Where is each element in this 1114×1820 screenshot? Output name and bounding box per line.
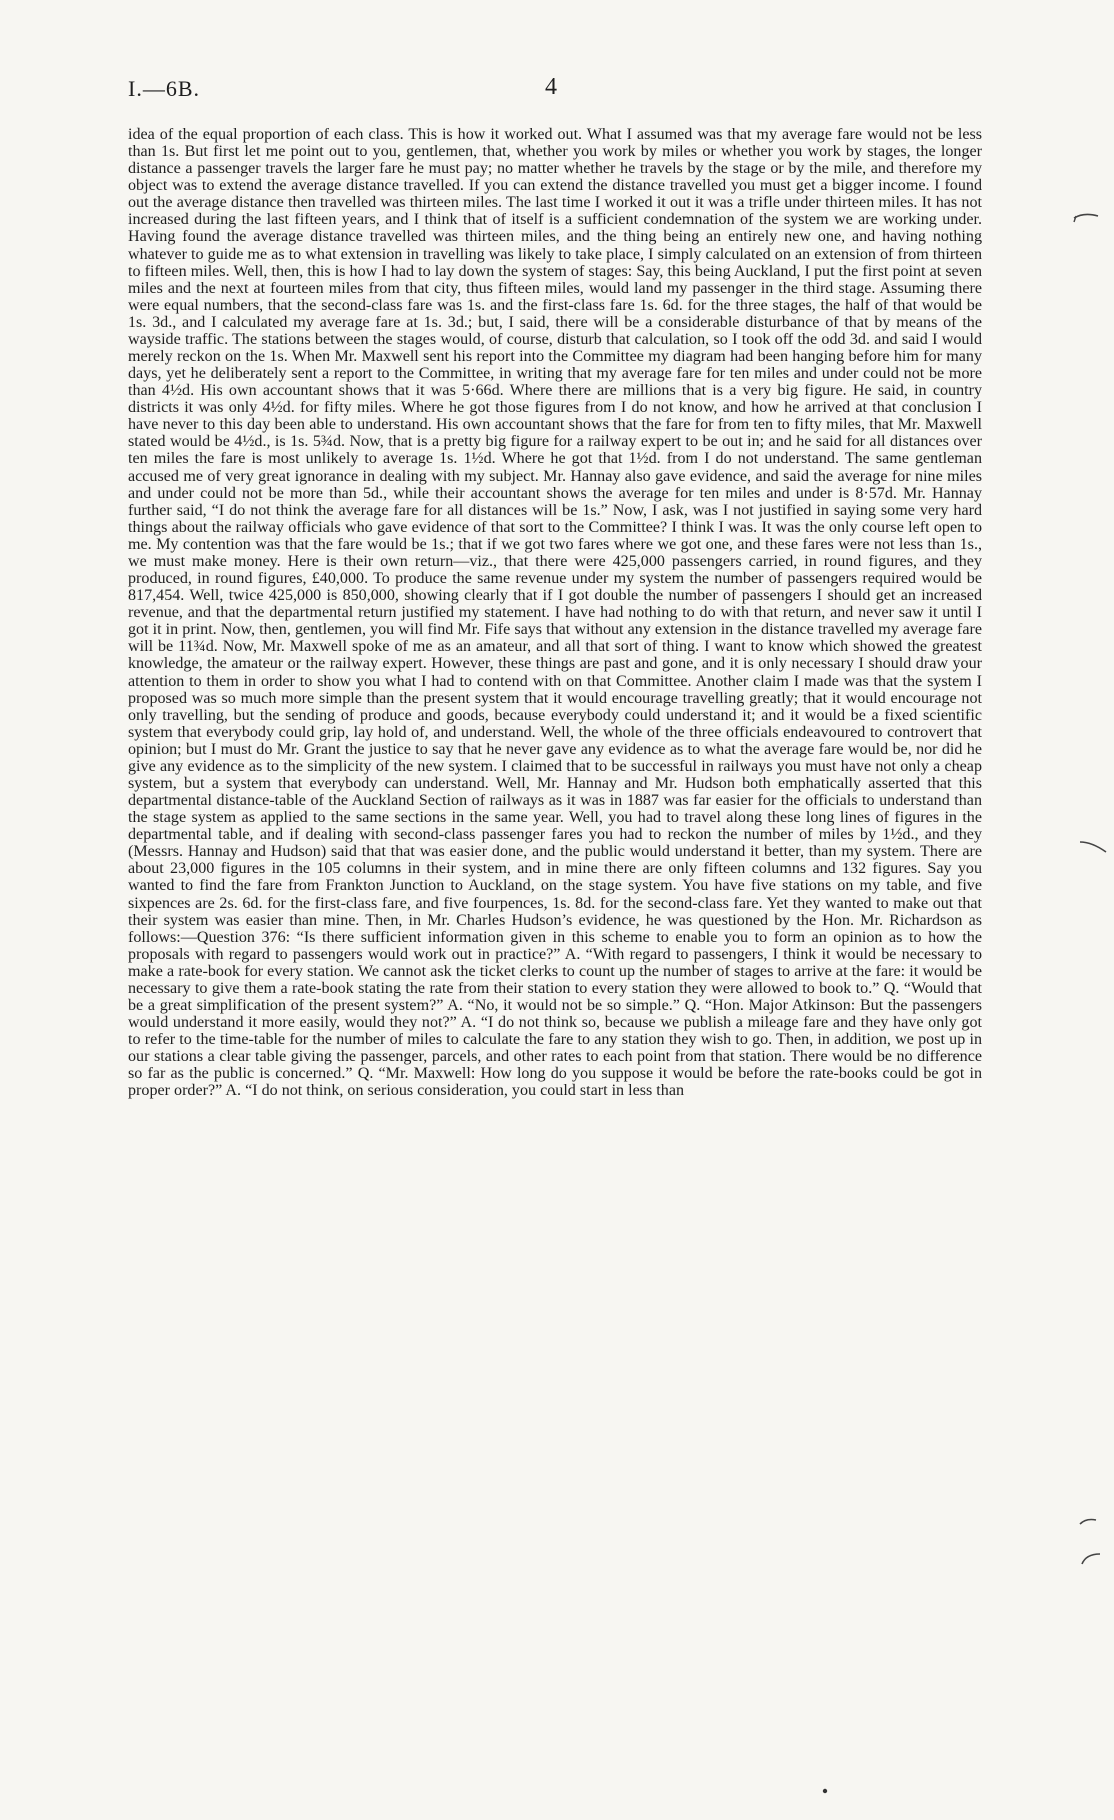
margin-mark xyxy=(1076,1514,1102,1532)
document-reference: I.—6B. xyxy=(128,76,200,101)
margin-mark xyxy=(1072,210,1100,224)
margin-mark xyxy=(1078,1548,1104,1570)
margin-mark xyxy=(1078,838,1108,856)
margin-dot xyxy=(820,1786,830,1796)
body-text xyxy=(128,126,982,1099)
page-number: 4 xyxy=(545,74,557,100)
paragraph: idea of the equal proportion of each class. This is how it worked out. What I assumed was that my average fare would not be less than 1s. But first let me point out to you, gentlemen, that, whether you work by miles or whether you work by stages, the longer distance a passenger travels the larger fare he must pay; no matter whether he travels by the stage or by the mile, and therefore my object was to extend the average distance travelled. If you can extend the distance travelled you must get a bigger income. I found out the average distance then travelled was thirteen miles. The last time I worked it out it was a trifle under thirteen miles. It has not increased during the last fifteen years, and I think that of itself is a sufficient condemnation of the system we are working under. Having found the average distance travelled was thirteen miles, and the thing being an entirely new one, and having nothing whatever to guide me as to what extension in travelling was likely to take place, I simply calculated on an extension of from thirteen to fifteen miles. Well, then, this is how I had to lay down the system of stages: Say, this being Auckland, I put the first point at seven miles and the next at fourteen miles from that city, thus fifteen miles, would land my passenger in the third stage. Assuming there were equal numbers, that the second-class fare was 1s. and the first-class fare 1s. 6d. for the three stages, the half of that would be 1s. 3d., and I calculated my average fare at 1s. 3d.; but, I said, there will be a considerable disturbance of that by means of the wayside traffic. The stations between the stages would, of course, disturb that calculation, so I took off the odd 3d. and said I would merely reckon on the 1s. When Mr. Maxwell sent his report into the Committee my diagram had been hanging before him for many days, yet he deliberately sent a report to the Committee, in writing that my average fare for ten miles and under could not be more than 4½d. His own accountant shows that it was 5·66d. Where there are millions that is a very big figure. He said, in country districts it was only 4½d. for fifty miles. Where he got those figures from I do not know, and how he arrived at that conclusion I have never to this day been able to understand. His own accountant shows that the fare for from ten to fifty miles, that Mr. Maxwell stated would be 4½d., is 1s. 5¾d. Now, that is a pretty big figure for a railway expert to be out in; and he said for all distances over ten miles the fare is most unlikely to average 1s. 1½d. Where he got that 1½d. from I do not understand. The same gentleman accused me of very great ignorance in dealing with my subject. Mr. Hannay also gave evidence, and said the average for nine miles and under could not be more than 5d., while their accountant shows the average for ten miles and under is 8·57d. Mr. Hannay further said, “I do not think the average fare for all distances will be 1s.” Now, I ask, was I not justified in saying some very hard things about the railway officials who gave evidence of that sort to the Committee? I think I was. It was the only course left open to me. My contention was that the fare would be 1s.; that if we got two fares where we got one, and these fares were not less than 1s., we must make money. Here is their own return—viz., that there were 425,000 passengers carried, in round figures, and they produced, in round figures, £40,000. To produce the same revenue under my system the number of passengers required would be 817,454. Well, twice 425,000 is 850,000, showing clearly that if I got double the number of passengers I should get an increased revenue, and that the departmental return justified my statement. I have had nothing to do with that return, and never saw it until I got it in print. Now, then, gentlemen, you will find Mr. Fife says that without any extension in the distance travelled my average fare will be 11¾d. Now, Mr. Maxwell spoke of me as an amateur, and all that sort of thing. I want to know which showed the greatest knowledge, the amateur or the railway expert. However, these things are past and gone, and it is only necessary I should draw your attention to them in order to show you what I had to contend with on that Committee. Another claim I made was that the system I proposed was so much more simple than the present system that it would encourage travelling greatly; that it would encourage not only travelling, but the sending of produce and goods, because everybody could understand it; and it would be a fixed scientific system that everybody could grip, lay hold of, and understand. Well, the whole of the three officials endeavoured to controvert that opinion; but I must do Mr. Grant the justice to say that he never gave any evidence as to what the average fare would be, nor did he give any evidence as to the simplicity of the new system. I claimed that to be successful in railways you must have not only a cheap system, but a system that everybody can understand. Well, Mr. Hannay and Mr. Hudson both emphatically asserted that this departmental distance-table of the Auckland Section of railways as it was in 1887 was far easier for the officials to understand than the stage system as applied to the same sections in the same year. Well, you had to travel along these long lines of figures in the departmental table, and if dealing with second-class passenger fares you had to reckon the number of miles by 1½d., and they (Messrs. Hannay and Hudson) said that that was easier done, and the public would understand it better, than my system. There are about 23,000 figures in the 105 columns in their system, and in mine there are only fifteen columns and 132 figures. Say you wanted to find the fare from Frankton Junction to Auckland, on the stage system. You have five stations on my table, and five sixpences are 2s. 6d. for the first-class fare, and five fourpences, 1s. 8d. for the second-class fare. Yet they wanted to make out that their system was easier than mine. Then, in Mr. Charles Hudson’s evidence, he was questioned by the Hon. Mr. Richardson as follows:—Question 376: “Is there sufficient information given in this scheme to enable you to form an opinion as to how the proposals with regard to passengers would work out in practice?” A. “With regard to passengers, I think it would be necessary to make a rate-book for every station. We cannot ask the ticket clerks to count up the number of stages to arrive at the fare: it would be necessary to give them a rate-book stating the rate from their station to every station they were allowed to book to.” Q. “Would that be a great simplification of the present system?” A. “No, it would not be so simple.” Q. “Hon. Major Atkinson: But the passengers would understand it more easily, would they not?” A. “I do not think so, because we publish a mileage fare and they have only got to refer to the time-table for the number of miles to calculate the fare to any station they wish to go. Then, in addition, we post up in our stations a clear table giving the passenger, parcels, and other rates to each point from that station. There would be no difference so far as the public is concerned.” Q. “Mr. Maxwell: How long do you suppose it would be before the rate-books could be got in proper order?” A. “I do not think, on serious consideration, you could start in less than xyxy=(128,126,982,1100)
